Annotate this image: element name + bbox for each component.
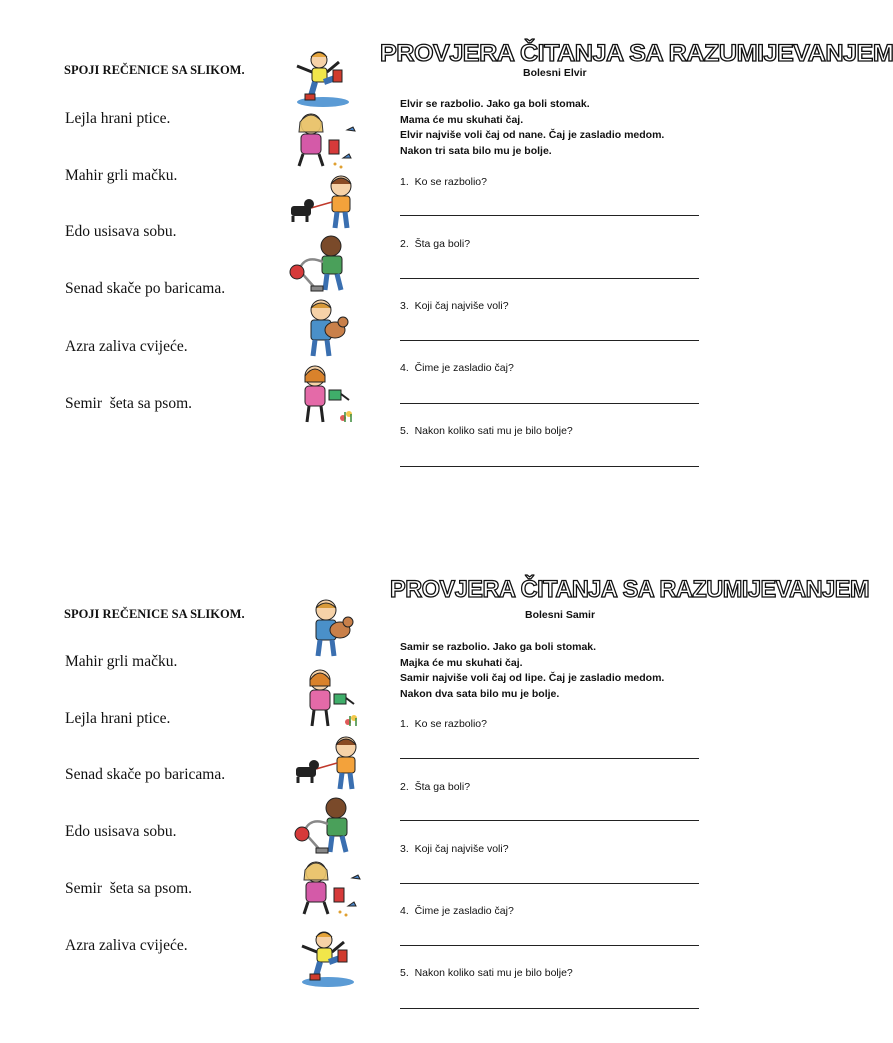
boy-vacuuming-picture: [290, 796, 368, 856]
answer-line[interactable]: [400, 340, 699, 341]
question: 3. Koji čaj najviše voli?: [400, 843, 509, 855]
answer-line[interactable]: [400, 945, 699, 946]
worksheet-elvir: [0, 0, 893, 500]
boy-jumping-puddle-picture: [290, 928, 368, 988]
girl-watering-flowers-picture: [290, 668, 368, 728]
answer-line[interactable]: [400, 820, 699, 821]
question: 2. Šta ga boli?: [400, 781, 471, 793]
story-line: Elvir se razbolio. Jako ga boli stomak.: [400, 98, 590, 110]
story-line: Nakon dva sata bilo mu je bolje.: [400, 688, 560, 701]
matching-heading: SPOJI REČENICE SA SLIKOM.: [64, 63, 245, 77]
question: 1. Ko se razbolio?: [400, 176, 487, 188]
answer-line[interactable]: [400, 215, 699, 216]
question: 4. Čime je zasladio čaj?: [400, 362, 514, 374]
boy-jumping-puddle-picture: [285, 48, 363, 108]
banner-title: PROVJERA ČITANJA SA RAZUMIJEVANJEM: [390, 576, 870, 603]
answer-line[interactable]: [400, 1008, 699, 1009]
matching-heading: SPOJI REČENICE SA SLIKOM.: [64, 607, 245, 621]
boy-hugging-cat-picture: [285, 298, 363, 358]
story-line: Elvir najviše voli čaj od nane. Čaj je zasladio medom.: [400, 129, 665, 142]
boy-vacuuming-picture: [285, 234, 363, 294]
story-text: [400, 640, 664, 703]
sentence: Mahir grli mačku.: [65, 167, 178, 184]
answer-line[interactable]: [400, 883, 699, 884]
answer-line[interactable]: [400, 403, 699, 404]
sentence: Senad skače po baricama.: [65, 766, 226, 783]
sentence: Lejla hrani ptice.: [65, 110, 171, 127]
sentence: Azra zaliva cvijeće.: [65, 937, 188, 954]
sentence: Edo usisava sobu.: [65, 223, 177, 240]
sentence: Azra zaliva cvijeće.: [65, 338, 188, 355]
worksheet-samir: [0, 543, 870, 1043]
story-line: Samir najviše voli čaj od lipe. Čaj je zasladio medom.: [400, 672, 665, 685]
answer-line[interactable]: [400, 758, 699, 759]
answer-line[interactable]: [400, 466, 699, 467]
story-line: Mama će mu skuhati čaj.: [400, 113, 524, 126]
sentence: Semir šeta sa psom.: [65, 880, 192, 897]
story-text: [400, 97, 664, 160]
sentence: Senad skače po baricama.: [65, 280, 226, 297]
sentence: Edo usisava sobu.: [65, 823, 177, 840]
answer-line[interactable]: [400, 278, 699, 279]
story-title: Bolesni Elvir: [523, 67, 587, 79]
sentence: Lejla hrani ptice.: [65, 710, 171, 727]
girl-watering-flowers-picture: [285, 364, 363, 424]
sentence: Semir šeta sa psom.: [65, 395, 192, 412]
question: 5. Nakon koliko sati mu je bilo bolje?: [400, 967, 573, 979]
story-line: Samir se razbolio. Jako ga boli stomak.: [400, 641, 597, 653]
story-line: Majka će mu skuhati čaj.: [400, 656, 523, 669]
question: 3. Koji čaj najviše voli?: [400, 300, 509, 312]
question: 1. Ko se razbolio?: [400, 718, 487, 730]
boy-walking-dog-picture: [290, 733, 368, 793]
banner-title: PROVJERA ČITANJA SA RAZUMIJEVANJEM: [380, 40, 893, 67]
question: 5. Nakon koliko sati mu je bilo bolje?: [400, 425, 573, 437]
story-title: Bolesni Samir: [525, 609, 596, 621]
girl-feeding-birds-picture: [285, 110, 363, 170]
question: 2. Šta ga boli?: [400, 238, 471, 250]
boy-hugging-cat-picture: [290, 598, 368, 658]
story-line: Nakon tri sata bilo mu je bolje.: [400, 145, 552, 158]
boy-walking-dog-picture: [285, 172, 363, 232]
sentence: Mahir grli mačku.: [65, 653, 178, 670]
question: 4. Čime je zasladio čaj?: [400, 905, 514, 917]
girl-feeding-birds-picture: [290, 858, 368, 918]
